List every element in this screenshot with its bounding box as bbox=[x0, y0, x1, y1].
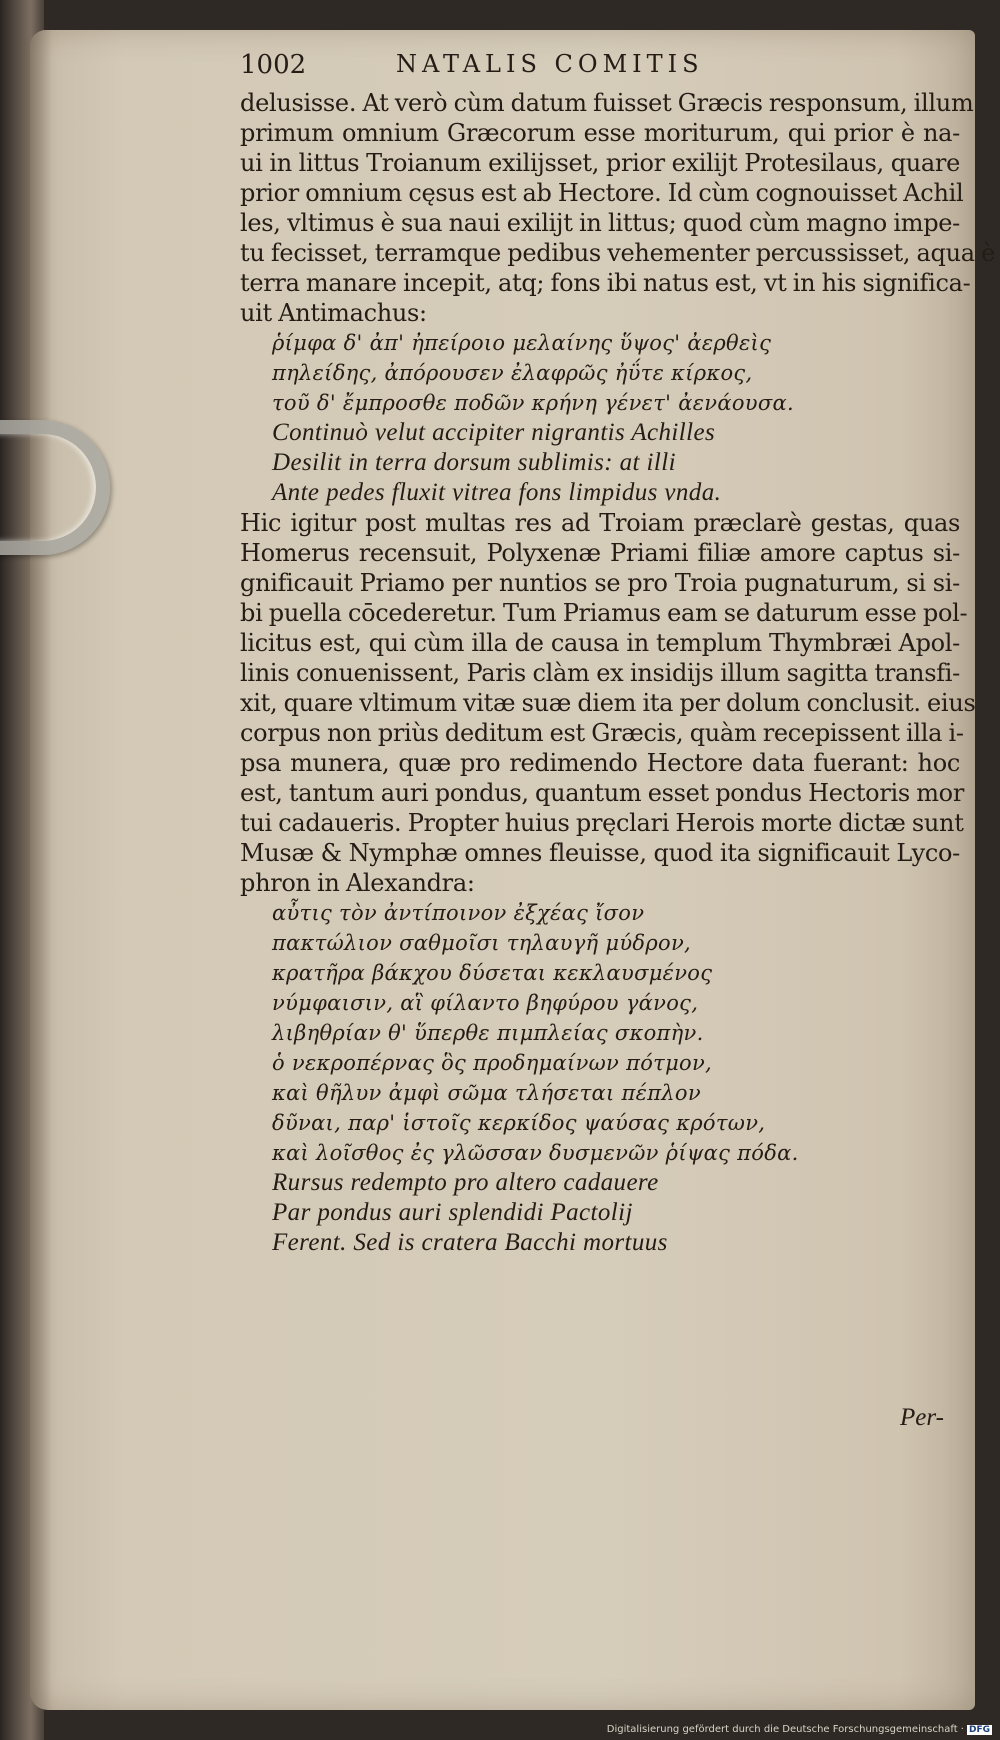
text-line: terra manare incepit, atq; fons ibi natus est, vt in his significa- bbox=[240, 269, 971, 297]
greek-verse-line: πακτώλιον σαθμοῖσι τηλαυγῆ μύδρον, bbox=[272, 931, 692, 955]
greek-verse-line: λιβηθρίαν θ' ὕπερθε πιμπλείας σκοπὴν. bbox=[272, 1021, 704, 1045]
paragraph-2 bbox=[240, 508, 976, 898]
paragraph-1 bbox=[240, 88, 995, 328]
greek-verse-2 bbox=[272, 898, 960, 1168]
greek-verse-line: νύμφαισιν, αἳ φίλαντο βηφύρου γάνος, bbox=[272, 991, 699, 1015]
text-line: les, vltimus è sua naui exilijt in littus; quod cùm magno impe- bbox=[240, 209, 960, 237]
text-line: prior omnium cęsus est ab Hectore. Id cùm cognouisset Achil bbox=[240, 179, 964, 207]
text-line: gnificauit Priamo per nuntios se pro Troia pugnaturum, si si- bbox=[240, 569, 960, 597]
greek-verse-line: καὶ λοῖσθος ἐς γλῶσσαν δυσμενῶν ῥίψας πόδα. bbox=[272, 1141, 799, 1165]
latin-verse-1 bbox=[272, 418, 960, 508]
page-number: 1002 bbox=[240, 50, 307, 80]
text-line: bi puella cōcederetur. Tum Priamus eam se daturum esse pol- bbox=[240, 599, 968, 627]
latin-verse-line: Continuò velut accipiter nigrantis Achilles bbox=[272, 419, 716, 446]
greek-verse-line: καὶ θῆλυν ἀμφὶ σῶμα τλήσεται πέπλον bbox=[272, 1081, 701, 1105]
text-line: psa munera, quæ pro redimendo Hectore data fuerant: hoc bbox=[240, 749, 960, 777]
latin-verse-line: Desilit in terra dorsum sublimis: at illi bbox=[272, 449, 676, 476]
text-line: Homerus recensuit, Polyxenæ Priami filiæ amore captus si- bbox=[240, 539, 960, 567]
running-head-title: NATALIS COMITIS bbox=[396, 50, 704, 78]
text-line: phron in Alexandra: bbox=[240, 869, 475, 897]
text-block bbox=[240, 50, 995, 1258]
greek-verse-line: αὖτις τὸν ἀντίποινον ἐξχέας ἴσον bbox=[272, 901, 645, 925]
catchword: Per- bbox=[900, 1404, 944, 1431]
text-line: delusisse. At verò cùm datum fuisset Græcis responsum, illum bbox=[240, 89, 974, 117]
text-line: uit Antimachus: bbox=[240, 299, 427, 327]
text-line: est, tantum auri pondus, quantum esset pondus Hectoris mor bbox=[240, 779, 964, 807]
text-line: tu fecisset, terramque pedibus vehementer percussisset, aqua è bbox=[240, 239, 995, 267]
text-line: corpus non priùs deditum est Græcis, quàm recepissent illa i- bbox=[240, 719, 964, 747]
greek-verse-line: κρατῆρα βάκχου δύσεται κεκλαυσμένος bbox=[272, 961, 713, 985]
greek-verse-1 bbox=[272, 328, 960, 418]
greek-verse-line: τοῦ δ' ἔμπροσθε ποδῶν κρήνη γένετ' ἀενάουσα. bbox=[272, 391, 794, 415]
text-line: Musæ & Nymphæ omnes fleuisse, quod ita significauit Lyco- bbox=[240, 839, 960, 867]
text-line: primum omnium Græcorum esse moriturum, qui prior è na- bbox=[240, 119, 960, 147]
latin-verse-line: Ante pedes fluxit vitrea fons limpidus vnda. bbox=[272, 479, 722, 506]
digitization-credit bbox=[607, 1724, 992, 1735]
latin-verse-line: Par pondus auri splendidi Pactolij bbox=[272, 1199, 633, 1226]
credit-text: Digitalisierung gefördert durch die Deutsche Forschungsgemeinschaft · bbox=[606, 1724, 964, 1735]
greek-verse-line: ῥίμφα δ' ἀπ' ἠπείροιο μελαίνης ὕψος' ἀερθεὶς bbox=[272, 331, 772, 355]
text-line: xit, quare vltimum vitæ suæ diem ita per dolum conclusit. eius bbox=[240, 689, 976, 717]
text-line: Hic igitur post multas res ad Troiam præclarè gestas, quas bbox=[240, 509, 960, 537]
greek-verse-line: πηλείδης, ἀπόρουσεν ἐλαφρῶς ἠΰτε κίρκος, bbox=[272, 361, 753, 385]
greek-verse-line: δῦναι, παρ' ἱστοῖς κερκίδος ψαύσας κρότων, bbox=[272, 1111, 766, 1135]
text-line: linis conuenissent, Paris clàm ex insidijs illum sagitta transfi- bbox=[240, 659, 960, 687]
running-head bbox=[240, 50, 960, 88]
greek-verse-line: ὁ νεκροπέρνας ὃς προδημαίνων πότμον, bbox=[272, 1051, 712, 1075]
text-line: ui in littus Troianum exilijsset, prior exilijt Protesilaus, quare bbox=[240, 149, 960, 177]
latin-verse-2 bbox=[272, 1168, 960, 1258]
text-line: tui cadaueris. Propter huius pręclari Herois morte dictæ sunt bbox=[240, 809, 964, 837]
text-line: licitus est, qui cùm illa de causa in templum Thymbræi Apol- bbox=[240, 629, 960, 657]
latin-verse-line: Ferent. Sed is cratera Bacchi mortuus bbox=[272, 1229, 668, 1256]
page-gutter-shadow bbox=[30, 30, 52, 1710]
dfg-logo-icon: DFG bbox=[968, 1725, 990, 1735]
latin-verse-line: Rursus redempto pro altero cadauere bbox=[272, 1169, 659, 1196]
